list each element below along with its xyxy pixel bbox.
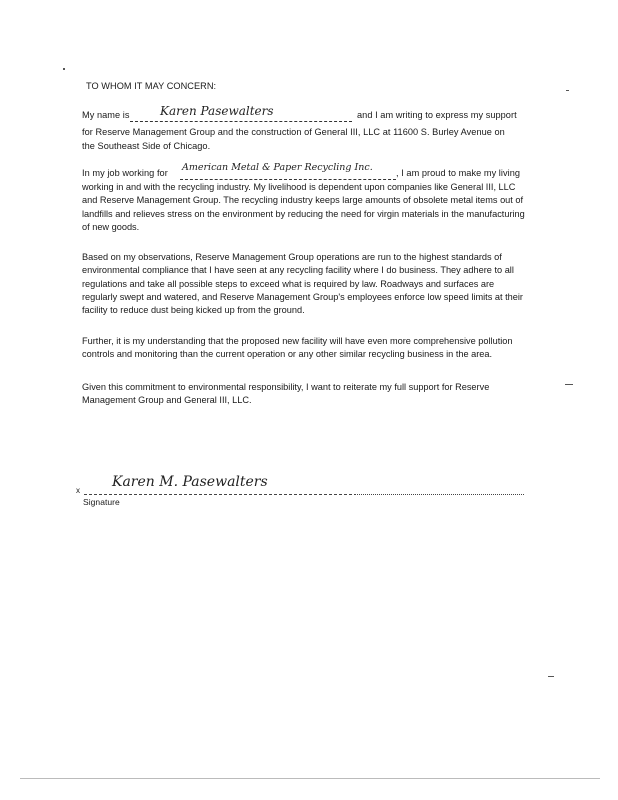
signature-x-mark: x [76, 486, 81, 495]
paragraph-commitment: Given this commitment to environmental responsibility, I want to reiterate my full support for Reserve Management Group and General III, LLC. [82, 382, 490, 406]
salutation: TO WHOM IT MAY CONCERN: [86, 81, 217, 91]
company-underline [180, 179, 396, 180]
job-suffix: , I am proud to make my living [396, 168, 521, 178]
signature-label: Signature [83, 497, 120, 507]
job-prefix: In my job working for [82, 168, 168, 178]
location-line: the Southeast Side of Chicago. [82, 141, 211, 151]
handwritten-signature: Karen M. Pasewalters [112, 474, 268, 490]
paragraph-observations: Based on my observations, Reserve Management Group operations are run to the highest standards of environmental compliance that I have seen at any recycling facility where I do business. They adhere to all regulations and take all possible steps to exceed what is required by law. Roadways and surfaces are regularly swept and watered, and Reserve Management Group's employees enforce low speed limits at their facility to reduce dust being kicked up from the ground. [82, 252, 523, 316]
scan-speck [548, 676, 554, 677]
support-line: for Reserve Management Group and the construction of General III, LLC at 11600 S. Burley Avenue on [82, 127, 505, 137]
signature-line-extension [354, 494, 524, 495]
signature-line [84, 494, 352, 495]
paragraph-new-facility: Further, it is my understanding that the proposed new facility will have even more comprehensive pollution controls and monitoring than the current operation or any other similar recycling business in the area. [82, 336, 513, 360]
scan-speck [63, 68, 65, 70]
paragraph-livelihood: working in and with the recycling industry. My livelihood is dependent upon companies like General III, LLC and Reserve Management Group. The recycling industry keeps large amounts of obsolete metal items out of landfills and relieves stress on the environment by reducing the need for virgin materials in the manufacturing of new goods. [82, 182, 525, 232]
handwritten-company: American Metal & Paper Recycling Inc. [182, 162, 373, 173]
handwritten-name: Karen Pasewalters [160, 104, 274, 118]
scan-speck [566, 90, 569, 91]
name-prefix: My name is [82, 110, 130, 120]
scan-bottom-edge [20, 778, 600, 779]
name-suffix: and I am writing to express my support [357, 110, 517, 120]
name-underline [130, 121, 352, 122]
scan-speck [565, 384, 573, 385]
